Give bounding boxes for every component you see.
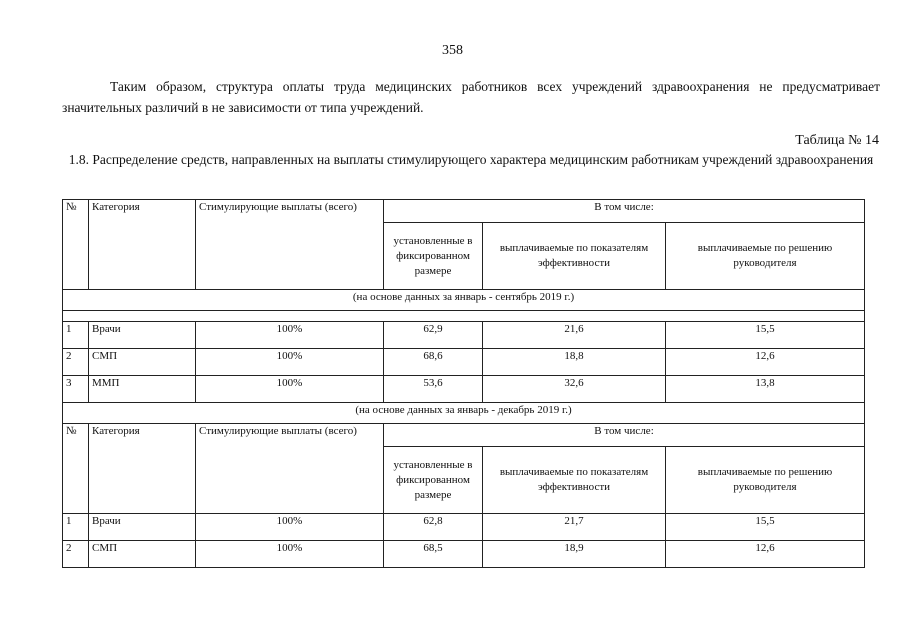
cell-num: 1 [63, 322, 89, 349]
table-row [63, 376, 865, 403]
cell-efficiency: 18,8 [483, 349, 666, 376]
header-num: № [63, 424, 89, 514]
header-director: выплачиваемые по решению руководителя [666, 447, 865, 514]
table-row [63, 322, 865, 349]
table-row [63, 349, 865, 376]
cell-category: СМП [89, 541, 196, 568]
cell-director: 15,5 [666, 322, 865, 349]
distribution-table [62, 199, 865, 568]
header-total: Стимулирующие выплаты (всего) [196, 200, 384, 290]
cell-director: 12,6 [666, 349, 865, 376]
header-efficiency: выплачиваемые по показателям эффективности [483, 223, 666, 290]
header-fixed: установленные в фиксированном размере [384, 447, 483, 514]
cell-fixed: 53,6 [384, 376, 483, 403]
header-num: № [63, 200, 89, 290]
header-efficiency: выплачиваемые по показателям эффективности [483, 447, 666, 514]
cell-category: СМП [89, 349, 196, 376]
period-label: (на основе данных за январь - сентябрь 2019 г.) [63, 290, 865, 311]
cell-director: 12,6 [666, 541, 865, 568]
table-caption: 1.8. Распределение средств, направленных на выплаты стимулирующего характера медицинским работникам учреждений здравоохранения [68, 152, 874, 167]
cell-num: 1 [63, 514, 89, 541]
cell-total: 100% [196, 514, 384, 541]
cell-total: 100% [196, 349, 384, 376]
cell-fixed: 68,6 [384, 349, 483, 376]
body-paragraph: Таким образом, структура оплаты труда медицинских работников всех учреждений здравоохранения не предусматривает значительных различий в не зависимости от типа учреждений. [62, 79, 880, 115]
spacer-row [63, 311, 865, 322]
cell-total: 100% [196, 376, 384, 403]
header-fixed: установленные в фиксированном размере [384, 223, 483, 290]
table-number: Таблица № 14 [795, 133, 879, 148]
cell-category: Врачи [89, 514, 196, 541]
cell-efficiency: 32,6 [483, 376, 666, 403]
cell-num: 2 [63, 541, 89, 568]
cell-category: Врачи [89, 322, 196, 349]
cell-total: 100% [196, 541, 384, 568]
cell-category: ММП [89, 376, 196, 403]
header-including: В том числе: [384, 200, 865, 223]
period-row [63, 403, 865, 424]
header-total: Стимулирующие выплаты (всего) [196, 424, 384, 514]
cell-director: 15,5 [666, 514, 865, 541]
cell-efficiency: 18,9 [483, 541, 666, 568]
header-category: Категория [89, 424, 196, 514]
page-number: 358 [442, 43, 463, 58]
cell-num: 2 [63, 349, 89, 376]
cell-fixed: 62,8 [384, 514, 483, 541]
period-label: (на основе данных за январь - декабрь 2019 г.) [63, 403, 865, 424]
table-row [63, 514, 865, 541]
cell-num: 3 [63, 376, 89, 403]
cell-efficiency: 21,7 [483, 514, 666, 541]
table-header-row [63, 200, 865, 223]
table-header-row [63, 424, 865, 447]
cell-fixed: 62,9 [384, 322, 483, 349]
cell-total: 100% [196, 322, 384, 349]
header-category: Категория [89, 200, 196, 290]
period-row [63, 290, 865, 311]
cell-director: 13,8 [666, 376, 865, 403]
cell-fixed: 68,5 [384, 541, 483, 568]
header-including: В том числе: [384, 424, 865, 447]
table-row [63, 541, 865, 568]
cell-efficiency: 21,6 [483, 322, 666, 349]
header-director: выплачиваемые по решению руководителя [666, 223, 865, 290]
